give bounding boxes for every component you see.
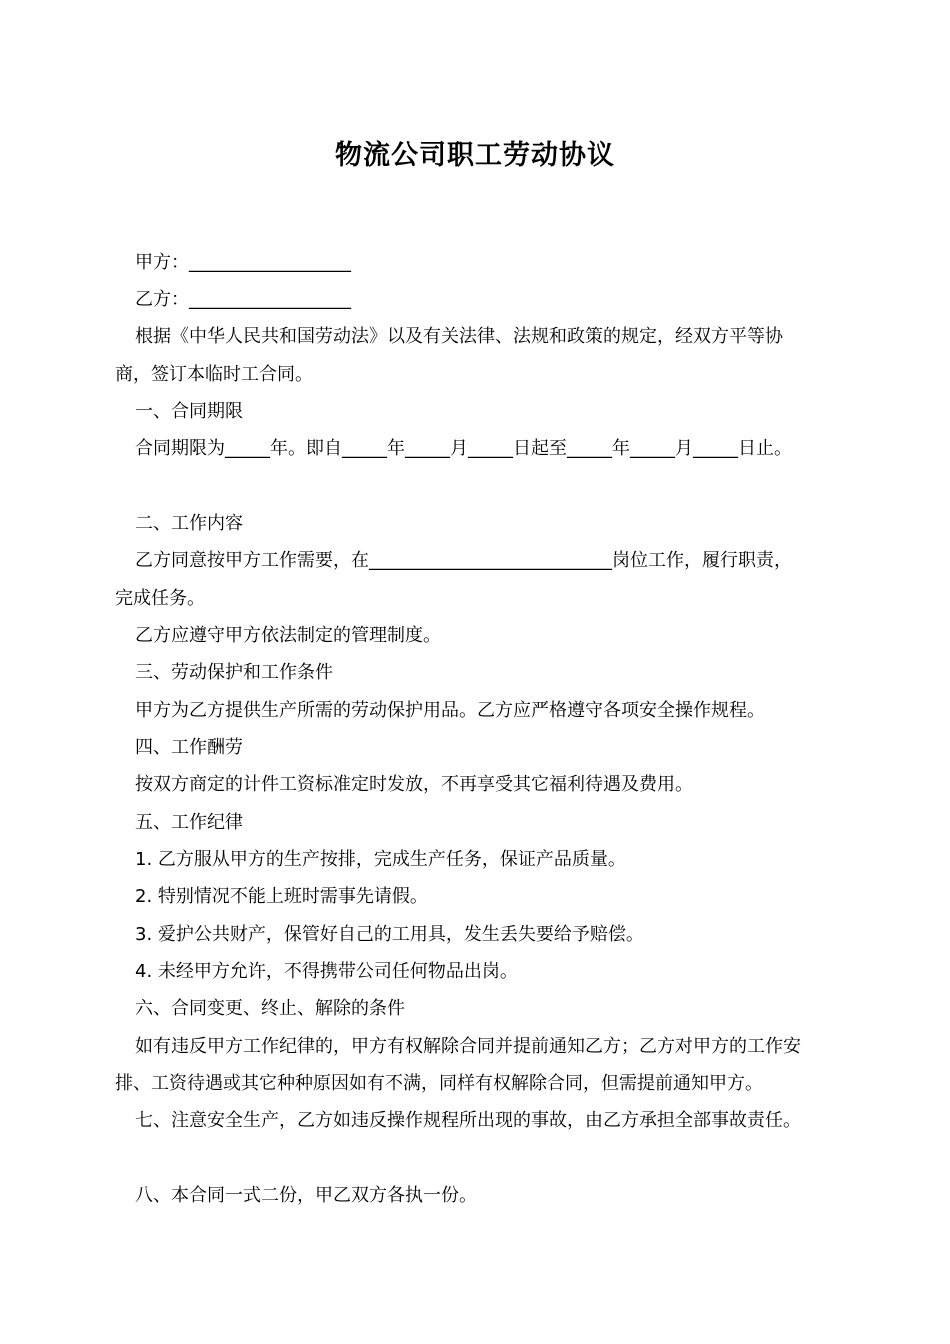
section-1-heading: 一、合同期限 bbox=[135, 401, 243, 422]
termination-line-1: 如有违反甲方工作纪律的，甲方有权解除合同并提前通知乙方；乙方对甲方的工作安 bbox=[135, 1036, 801, 1057]
protection-line: 甲方为乙方提供生产所需的劳动保护用品。乙方应严格遵守各项安全操作规程。 bbox=[135, 700, 765, 721]
document-title: 物流公司职工劳动协议 bbox=[335, 140, 615, 171]
preamble-line-2: 商，签订本临时工合同。 bbox=[115, 364, 313, 385]
discipline-item-2: 2. 特别情况不能上班时需事先请假。 bbox=[135, 886, 428, 907]
section-8-line: 八、本合同一式二份，甲乙双方各执一份。 bbox=[135, 1185, 477, 1206]
section-4-heading: 四、工作酬劳 bbox=[135, 737, 243, 758]
party-b-line: 乙方：__________________ bbox=[135, 289, 351, 310]
discipline-item-4: 4. 未经甲方允许，不得携带公司任何物品出岗。 bbox=[135, 961, 518, 982]
preamble-line-1: 根据《中华人民共和国劳动法》以及有关法律、法规和政策的规定，经双方平等协 bbox=[135, 326, 783, 347]
section-6-heading: 六、合同变更、终止、解除的条件 bbox=[135, 998, 405, 1019]
work-content-line-1: 乙方同意按甲方工作需要，在___________________________岗位工作，履行职责， bbox=[135, 550, 792, 571]
section-7-line: 七、注意安全生产，乙方如违反操作规程所出现的事故，由乙方承担全部事故责任。 bbox=[135, 1110, 801, 1131]
termination-line-2: 排、工资待遇或其它种种原因如有不满，同样有权解除合同，但需提前通知甲方。 bbox=[115, 1073, 763, 1094]
party-a-line: 甲方：__________________ bbox=[135, 252, 351, 273]
section-2-heading: 二、工作内容 bbox=[135, 513, 243, 534]
section-5-heading: 五、工作纪律 bbox=[135, 812, 243, 833]
discipline-item-3: 3. 爱护公共财产，保管好自己的工用具，发生丢失要给予赔偿。 bbox=[135, 924, 644, 945]
discipline-item-1: 1. 乙方服从甲方的生产按排，完成生产任务，保证产品质量。 bbox=[135, 849, 626, 870]
work-content-line-2: 完成任务。 bbox=[115, 588, 205, 609]
contract-term-line: 合同期限为_____年。即自_____年_____月_____日起至_____年_____月_____日止。 bbox=[135, 438, 792, 459]
pay-line: 按双方商定的计件工资标准定时发放，不再享受其它福利待遇及费用。 bbox=[135, 774, 693, 795]
work-content-line-3: 乙方应遵守甲方依法制定的管理制度。 bbox=[135, 625, 441, 646]
section-3-heading: 三、劳动保护和工作条件 bbox=[135, 662, 333, 683]
